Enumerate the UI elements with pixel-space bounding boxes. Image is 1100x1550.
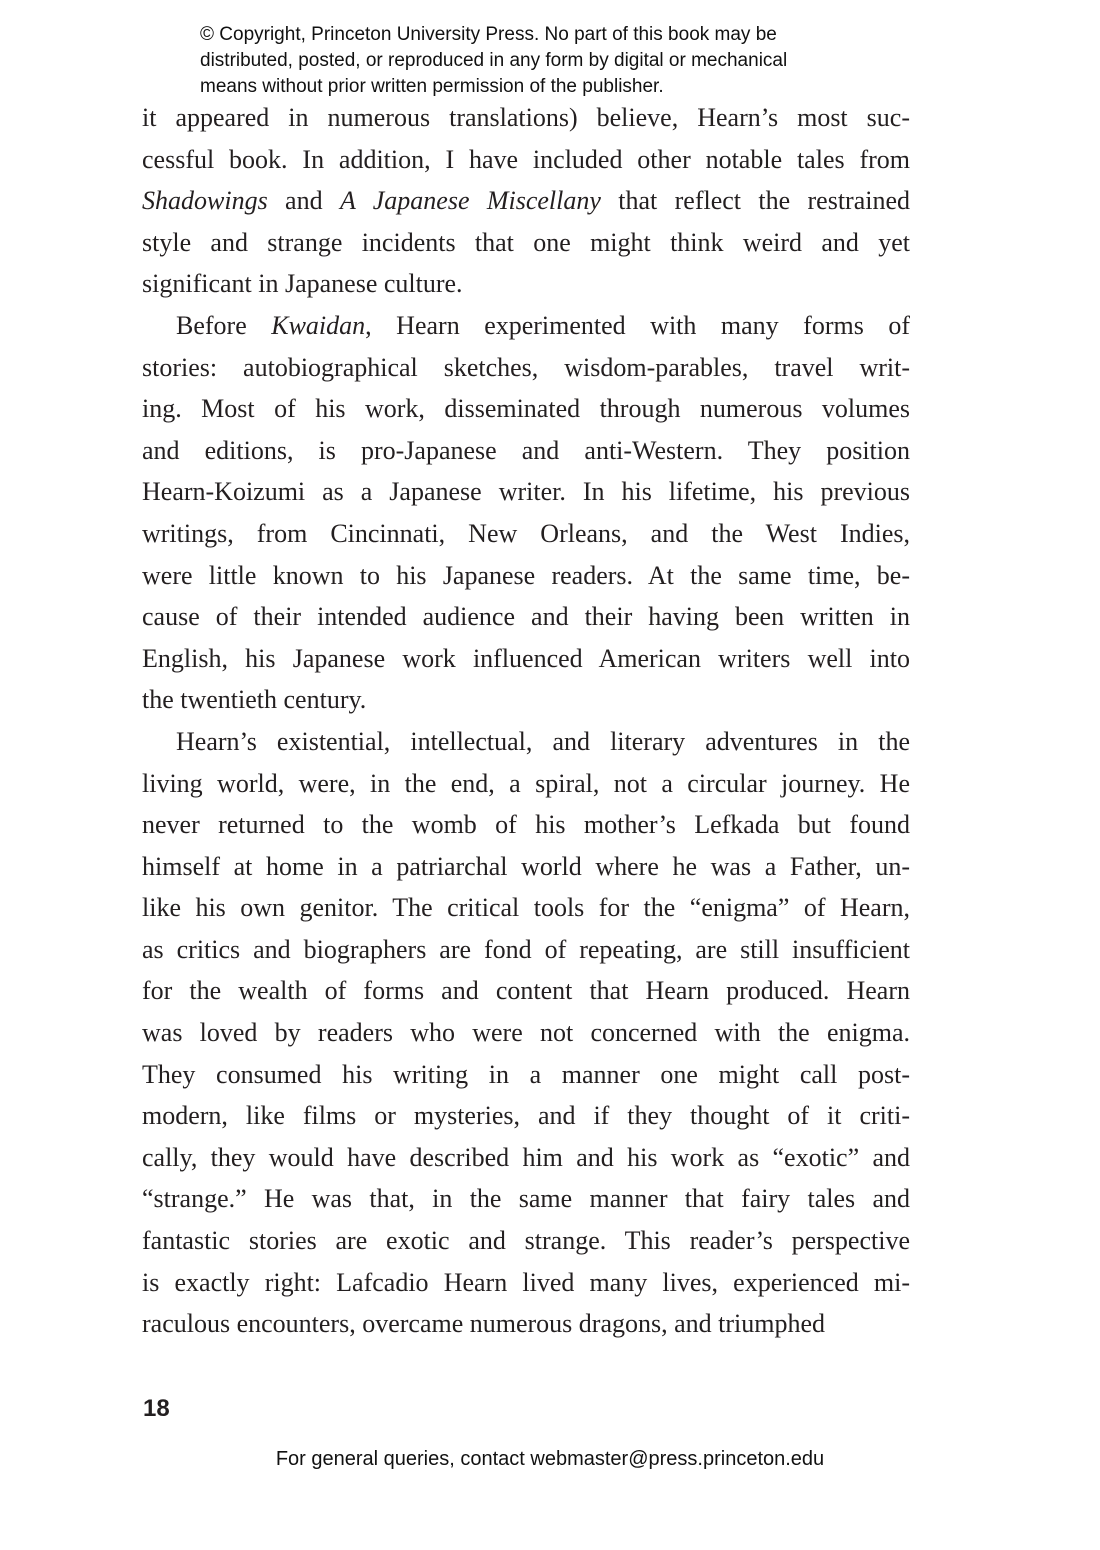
text-line [142, 1054, 910, 1096]
text-line [142, 721, 910, 763]
text-segment: for the wealth of forms and content that Hearn produced. Hearn [142, 976, 910, 1006]
text-segment: cally, they would have described him and his work as “exotic” and [142, 1142, 910, 1172]
text-segment: fantastic stories are exotic and strange. This reader’s perspective [142, 1226, 910, 1256]
italic-title: A Japanese Miscellany [339, 186, 601, 216]
text-line [142, 263, 910, 305]
copyright-line: means without prior written permission of the publisher. [200, 76, 664, 97]
text-segment: modern, like films or mysteries, and if they thought of it criti- [142, 1101, 910, 1131]
text-segment: living world, were, in the end, a spiral, not a circular journey. He [142, 768, 910, 798]
text-segment: “strange.” He was that, in the same manner that fairy tales and [142, 1184, 910, 1214]
copyright-notice [200, 22, 920, 100]
text-line [142, 679, 910, 721]
text-segment: is exactly right: Lafcadio Hearn lived many lives, experienced mi- [142, 1267, 910, 1297]
copyright-line: © Copyright, Princeton University Press. No part of this book may be [200, 24, 777, 45]
footer-contact: For general queries, contact webmaster@press.princeton.edu [275, 1448, 825, 1470]
text-line [142, 1178, 910, 1220]
text-line [142, 1262, 910, 1304]
text-line [142, 388, 910, 430]
text-segment: and editions, is pro-Japanese and anti-Western. They position [142, 435, 910, 465]
paragraph [142, 721, 910, 1345]
text-line [142, 305, 910, 347]
text-segment: writings, from Cincinnati, New Orleans, and the West Indies, [142, 518, 910, 548]
text-segment: like his own genitor. The critical tools for the “enigma” of Hearn, [142, 893, 910, 923]
text-segment: style and strange incidents that one might think weird and yet [142, 227, 910, 257]
text-line [142, 929, 910, 971]
text-line [142, 97, 910, 139]
text-segment: stories: autobiographical sketches, wisdom-parables, travel writ- [142, 352, 910, 382]
text-line [142, 763, 910, 805]
text-line [142, 222, 910, 264]
text-segment: Hearn’s existential, intellectual, and literary adventures in the [176, 726, 910, 756]
page-number: 18 [143, 1395, 170, 1422]
text-segment: it appeared in numerous translations) believe, Hearn’s most suc- [142, 103, 910, 132]
text-line [142, 1012, 910, 1054]
copyright-line: distributed, posted, or reproduced in any form by digital or mechanical [200, 50, 788, 71]
text-line [142, 430, 910, 472]
text-line [142, 555, 910, 597]
text-segment: was loved by readers who were not concerned with the enigma. [142, 1018, 910, 1048]
text-segment: significant in Japanese culture. [142, 269, 463, 299]
text-segment: that reflect the restrained [600, 186, 910, 216]
text-line [142, 970, 910, 1012]
text-line [142, 180, 910, 222]
paragraph [142, 305, 910, 721]
paragraph [142, 97, 910, 305]
body-text [142, 97, 910, 1345]
text-line [142, 1220, 910, 1262]
italic-title: Shadowings [142, 186, 268, 216]
text-segment: himself at home in a patriarchal world where he was a Father, un- [142, 851, 910, 881]
text-line [142, 887, 910, 929]
text-segment: ing. Most of his work, disseminated through numerous volumes [142, 394, 910, 424]
text-line [142, 846, 910, 888]
text-segment: raculous encounters, overcame numerous dragons, and triumphed [142, 1309, 826, 1339]
text-line [142, 1303, 910, 1345]
text-segment: cause of their intended audience and their having been written in [142, 602, 910, 632]
text-segment: as critics and biographers are fond of repeating, are still insufficient [142, 934, 910, 964]
text-line [142, 804, 910, 846]
text-line [142, 638, 910, 680]
text-line [142, 471, 910, 513]
text-segment: , Hearn experimented with many forms of [365, 310, 910, 340]
text-segment: cessful book. In addition, I have included other notable tales from [142, 144, 910, 174]
text-segment: Before [176, 310, 272, 340]
text-line [142, 1095, 910, 1137]
text-line [142, 347, 910, 389]
text-segment: They consumed his writing in a manner one might call post- [142, 1059, 910, 1089]
text-segment: English, his Japanese work influenced American writers well into [142, 643, 910, 673]
text-segment: Hearn-Koizumi as a Japanese writer. In his lifetime, his previous [142, 477, 910, 507]
italic-title: Kwaidan [271, 310, 366, 340]
text-segment: the twentieth century. [142, 685, 367, 715]
text-line [142, 513, 910, 555]
text-segment: were little known to his Japanese readers. At the same time, be- [142, 560, 910, 590]
text-line [142, 596, 910, 638]
text-line [142, 139, 910, 181]
text-segment: never returned to the womb of his mother’s Lefkada but found [142, 810, 910, 840]
text-line [142, 1137, 910, 1179]
text-segment: and [267, 186, 340, 216]
